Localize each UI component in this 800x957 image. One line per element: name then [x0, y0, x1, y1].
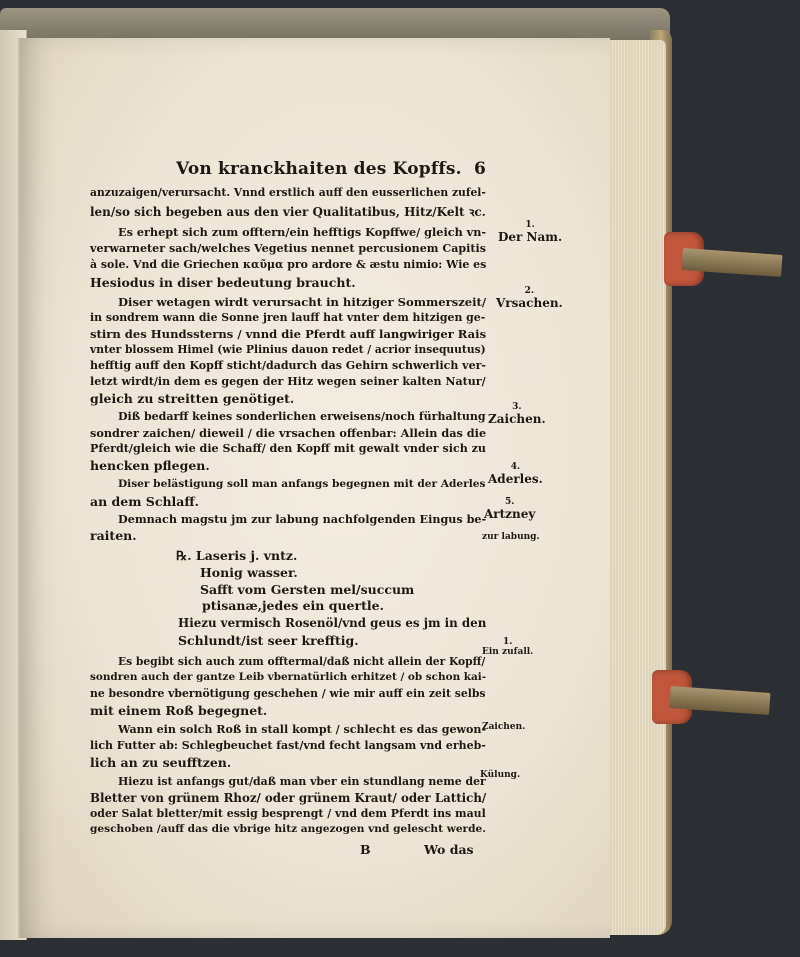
- text-line: Pferdt/gleich wie die Schaff/ den Kopff mit gewalt vnder sich zu: [90, 442, 486, 455]
- text-line: ne besondre vbernötigung geschehen / wie mir auff ein zeit selbs: [90, 687, 486, 700]
- margin-note: Zaichen.: [482, 722, 526, 732]
- text-line: stirn des Hundssterns / vnnd die Pferdt auff langwiriger Rais: [90, 327, 487, 341]
- margin-note: 4. Aderles.: [488, 462, 543, 486]
- text-line: lich Futter ab: Schlegbeuchet fast/vnd fecht langsam vnd erheb-: [90, 739, 486, 752]
- margin-note: 1. Der Nam.: [498, 220, 563, 244]
- text-line: hefftig auff den Kopff sticht/dadurch das Gehirn schwerlich ver-: [90, 359, 486, 372]
- text-line: oder Salat bletter/mit essig besprengt / vnd dem Pferdt ins maul: [90, 807, 486, 820]
- text-line: Es begibt sich auch zum offtermal/daß nicht allein der Kopff/: [118, 655, 486, 668]
- text-line: in sondrem wann die Sonne jren lauff hat vnter dem hitzigen ge-: [90, 311, 486, 324]
- text-line: verwarneter sach/welches Vegetius nennet percusionem Capitis: [90, 242, 486, 255]
- margin-note: 1. Ein zufall.: [482, 637, 534, 657]
- text-line: mit einem Roß begegnet.: [90, 703, 268, 718]
- recipe-line: Safft vom Gersten mel/succum: [200, 582, 415, 597]
- text-line: à sole. Vnd die Griechen καῦμα pro ardore & æstu nimio: Wie es: [90, 258, 487, 271]
- text-line: Diser wetagen wirdt verursacht in hitziger Sommerszeit/: [118, 295, 487, 309]
- catchword: Wo das: [424, 842, 474, 857]
- text-line: lich an zu seufftzen.: [90, 755, 232, 770]
- signature-mark: B: [360, 842, 371, 857]
- recipe-line: Schlundt/ist seer krefftig.: [178, 633, 359, 648]
- text-line: Bletter von grünem Rhoz/ oder grünem Kraut/ oder Lattich/: [90, 791, 487, 805]
- text-line: Hesiodus in diser bedeutung braucht.: [90, 275, 356, 290]
- recipe-line: ℞. Laseris j. vntz.: [176, 548, 298, 563]
- page-number: 6: [474, 159, 487, 179]
- text-line: Hiezu ist anfangs gut/daß man vber ein stundlang neme der: [118, 775, 486, 788]
- text-line: sondrer zaichen/ dieweil / die vrsachen offenbar: Allein das die: [90, 426, 487, 440]
- margin-note: 2. Vrsachen.: [496, 286, 563, 310]
- text-line: an dem Schlaff.: [90, 494, 199, 509]
- recipe-line: ptisanæ,jedes ein quertle.: [202, 598, 384, 613]
- text-line: geschoben /auff das die vbrige hitz angezogen vnd gelescht werde.: [90, 823, 486, 835]
- margin-note: zur labung.: [482, 532, 540, 542]
- text-line: Diser belästigung soll man anfangs begegnen mit der Aderles: [118, 478, 486, 490]
- text-line: vnter blossem Himel (wie Plinius dauon redet / acrior insequutus): [90, 343, 486, 356]
- recipe-line: Honig wasser.: [200, 565, 298, 580]
- text-line: Wann ein solch Roß in stall kompt / schlecht es das gewon-: [118, 723, 487, 736]
- margin-note: Külung.: [480, 770, 521, 780]
- text-line: Demnach magstu jm zur labung nachfolgenden Eingus be-: [118, 512, 487, 526]
- recipe-line: Hiezu vermisch Rosenöl/vnd geus es jm in den: [178, 616, 487, 630]
- text-line: letzt wirdt/in dem es gegen der Hitz wegen seiner kalten Natur/: [90, 375, 486, 388]
- margin-note: 5. Artzney: [484, 497, 536, 521]
- margin-note: 3. Zaichen.: [488, 402, 546, 426]
- text-line: len/so sich begeben aus den vier Qualitatibus, Hitz/Kelt ꝛc.: [90, 205, 486, 219]
- text-line: Diß bedarff keines sonderlichen erweisens/noch fürhaltung: [118, 410, 486, 423]
- running-header: Von kranckhaiten des Kopffs.: [176, 159, 462, 179]
- text-line: sondren auch der gantze Leib vbernatürlich erhitzet / ob schon kai-: [90, 671, 487, 683]
- text-line: gleich zu streitten genötiget.: [90, 391, 295, 406]
- text-line: hencken pflegen.: [90, 458, 210, 473]
- text-line: anzuzaigen/verursacht. Vnnd erstlich auff den eusserlichen zufel-: [90, 186, 486, 199]
- text-line: Es erhept sich zum offtern/ein hefftigs Kopffwe/ gleich vn-: [118, 225, 487, 239]
- text-line: raiten.: [90, 528, 137, 543]
